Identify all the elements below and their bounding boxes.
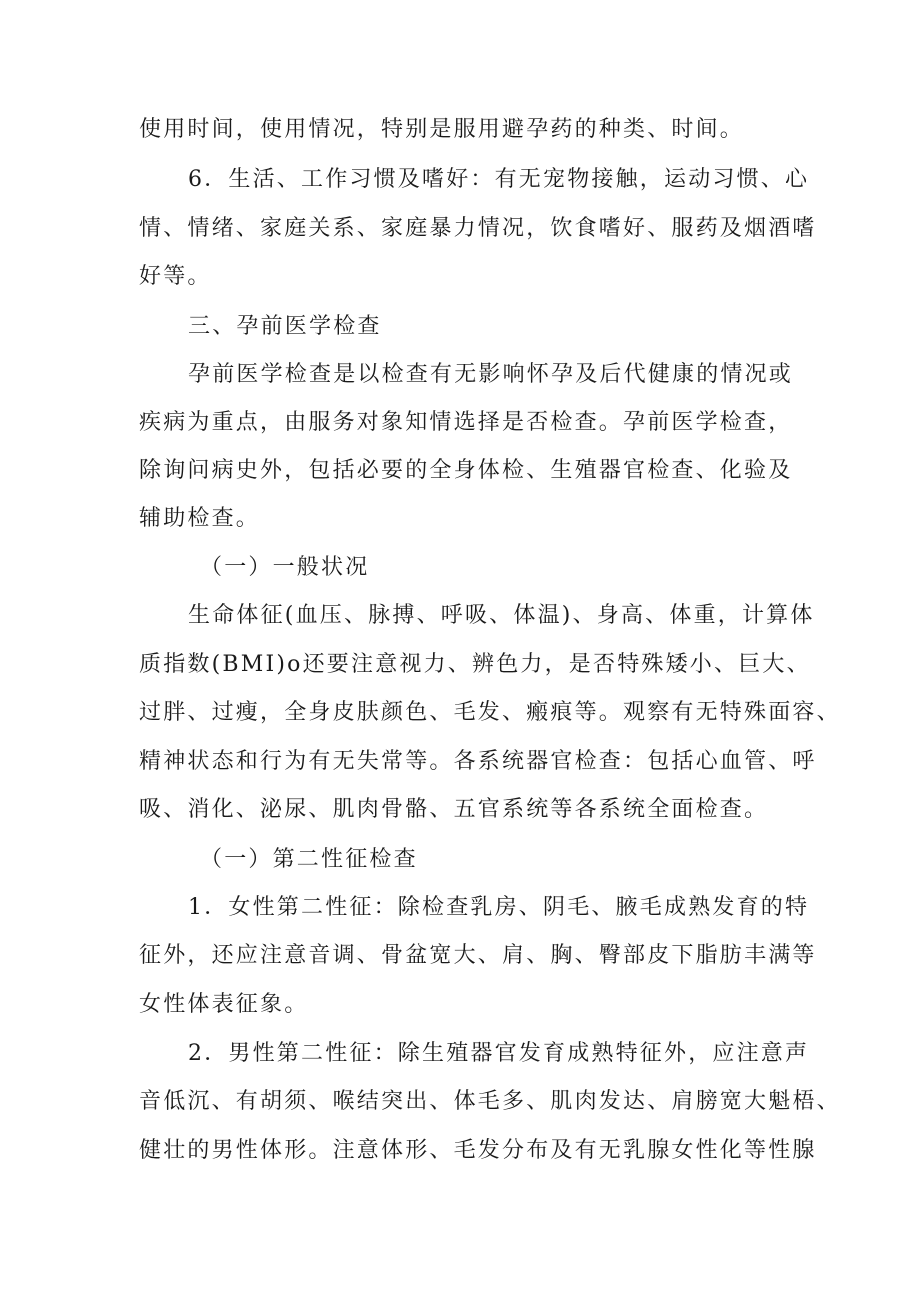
text-line: 精神状态和行为有无失常等。各系统器官检查：包括心血管、呼 (139, 749, 817, 774)
text-line: 生命体征(血压、脉搏、呼吸、体温)、身高、体重，计算体 (188, 603, 815, 628)
text-line: 征外，还应注意音调、骨盆宽大、肩、胸、臀部皮下脂肪丰满等 (139, 943, 817, 968)
text-line: 辅助检查。 (139, 506, 261, 531)
text-line: 2．男性第二性征：除生殖器官发育成熟特征外，应注意声 (188, 1041, 810, 1066)
text-line: 除询问病史外，包括必要的全身体检、生殖器官检查、化验及 (139, 458, 793, 483)
section-heading: 三、孕前医学检查 (188, 314, 382, 339)
text-line: 孕前医学检查是以检查有无影响怀孕及后代健康的情况或 (188, 362, 794, 387)
text-line: 健壮的男性体形。注意体形、毛发分布及有无乳腺女性化等性腺 (139, 1138, 817, 1163)
subsection-heading: （一）一般状况 (200, 555, 370, 580)
text-line: 使用时间，使用情况，特别是服用避孕药的种类、时间。 (139, 117, 745, 142)
text-line: 6．生活、工作习惯及嗜好：有无宠物接触，运动习惯、心 (188, 167, 810, 192)
text-line: 疾病为重点，由服务对象知情选择是否检查。孕前医学检查， (139, 410, 793, 435)
subsection-heading: （一）第二性征检查 (200, 847, 418, 872)
text-line: 好等。 (139, 264, 212, 289)
text-line: 1．女性第二性征：除检查乳房、阴毛、腋毛成熟发育的特 (188, 895, 810, 920)
text-line: 音低沉、有胡须、喉结突出、体毛多、肌肉发达、肩膀宽大魁梧、 (139, 1089, 841, 1114)
text-line: 女性体表征象。 (139, 992, 309, 1017)
text-line: 过胖、过瘦，全身皮肤颜色、毛发、瘢痕等。观察有无特殊面容、 (139, 700, 841, 725)
text-line: 质指数(BMI)o还要注意视力、辨色力，是否特殊矮小、巨大、 (139, 652, 811, 677)
text-line: 吸、消化、泌尿、肌肉骨骼、五官系统等各系统全面检查。 (139, 797, 769, 822)
text-line: 情、情绪、家庭关系、家庭暴力情况，饮食嗜好、服药及烟酒嗜 (139, 216, 817, 241)
